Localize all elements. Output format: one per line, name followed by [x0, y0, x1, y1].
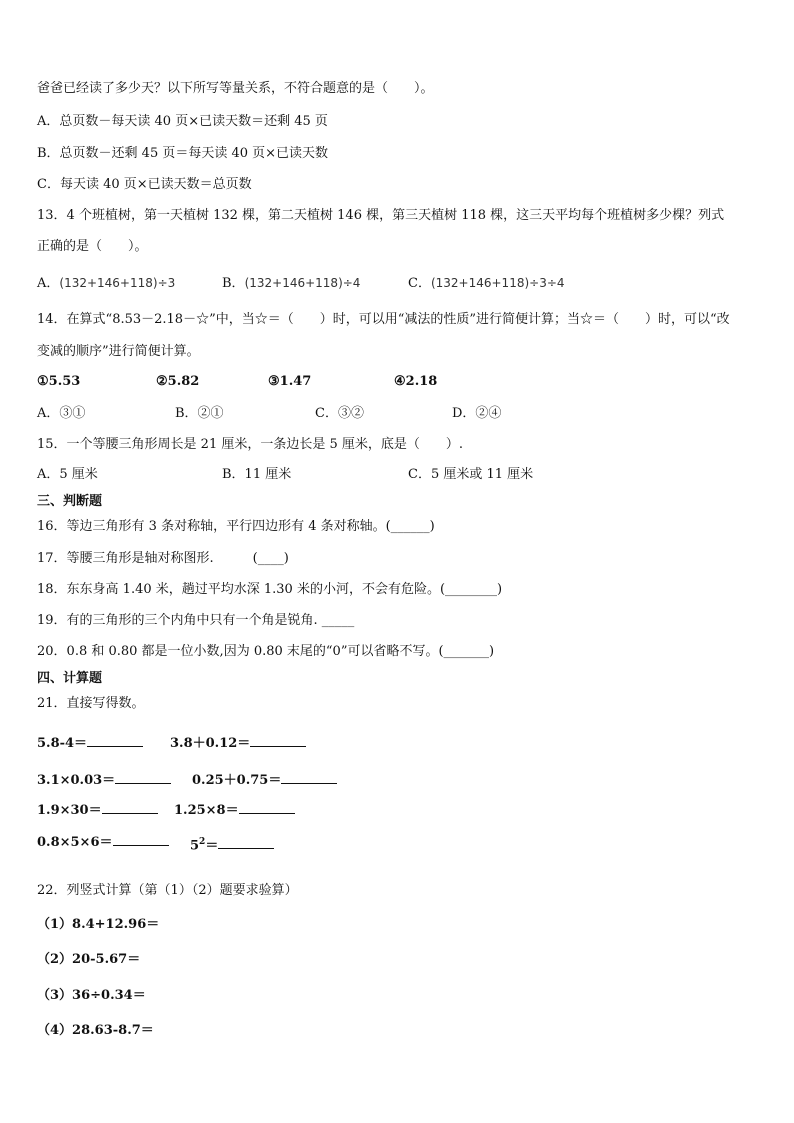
q21-item-3b-expr: 1.25×8＝: [174, 803, 239, 818]
q14-option-a: A．③①: [37, 406, 86, 421]
q21-item-1a: [37, 734, 143, 753]
answer-blank: [102, 801, 158, 814]
q13-option-b-expr: (132+146+118)÷4: [244, 276, 361, 290]
q21-item-3a-expr: 1.9×30＝: [37, 803, 102, 818]
q13-option-a-label: A．: [37, 276, 60, 291]
q12-option-b: B．总页数－还剩 45 页＝每天读 40 页×已读天数: [37, 146, 329, 161]
q21-item-1b: [170, 734, 306, 753]
q21-item-1a-expr: 5.8-4＝: [37, 736, 88, 751]
q15-option-a: A．5 厘米: [37, 467, 98, 482]
q14-option-b: B．②①: [175, 406, 224, 421]
q13-stem-line1: 13．4 个班植树，第一天植树 132 棵，第二天植树 146 棵，第三天植树 118 棵，这三天平均每个班植树多少棵？列式: [37, 208, 725, 223]
answer-blank: [87, 734, 143, 747]
q21-item-2a: [37, 771, 171, 790]
q21-item-2b-expr: 0.25＋0.75＝: [192, 773, 282, 788]
q21-item-4a: [37, 833, 169, 852]
q14-choice-4: ④2.18: [394, 374, 438, 389]
q18-statement: 18．东东身高 1.40 米，趟过平均水深 1.30 米的小河，不会有危险。(________): [37, 582, 503, 597]
q14-option-c: C．③②: [315, 406, 364, 421]
q21-item-3b: [174, 801, 295, 820]
answer-blank: [281, 771, 337, 784]
q19-statement: 19．有的三角形的三个内角中只有一个角是锐角. _____: [37, 613, 355, 628]
q21-item-4b-eq: ＝: [205, 838, 219, 854]
q12-option-a: A．总页数－每天读 40 页×已读天数＝还剩 45 页: [37, 114, 328, 129]
q13-option-b-label: B．: [222, 276, 245, 291]
answer-blank: [115, 771, 171, 784]
q21-item-4b-base: 5: [190, 838, 200, 854]
q14-stem-line2: 变减的顺序”进行简便计算。: [37, 344, 200, 359]
q16-statement: 16．等边三角形有 3 条对称轴，平行四边形有 4 条对称轴。(______): [37, 519, 435, 534]
answer-blank: [218, 836, 274, 849]
q12-stem: 爸爸已经读了多少天？以下所写等量关系，不符合题意的是（ ）。: [37, 81, 434, 96]
q21-item-1b-expr: 3.8＋0.12＝: [170, 736, 251, 751]
q21-item-2a-expr: 3.1×0.03＝: [37, 773, 116, 788]
q13-stem-line2: 正确的是（ ）。: [37, 239, 148, 254]
section-heading-judgement: 三、判断题: [37, 494, 103, 509]
q13-option-a: [37, 274, 175, 293]
q13-option-b: [222, 274, 360, 293]
q14-stem-line1: 14．在算式“8.53－2.18－☆”中，当☆＝（ ）时，可以用“减法的性质”进行简便计算；当☆＝（ ）时，可以“改: [37, 312, 730, 327]
q22-part-2: （2）20-5.67＝: [37, 952, 141, 967]
q22-part-3: （3）36÷0.34＝: [37, 988, 146, 1003]
q22-stem: 22．列竖式计算（第（1）（2）题要求验算）: [37, 883, 298, 898]
q21-item-2b: [192, 771, 337, 790]
q14-choice-2: ②5.82: [156, 374, 200, 389]
q13-option-c: [408, 274, 565, 293]
q21-item-4b-exponent: 2: [199, 837, 206, 847]
q22-part-1: （1）8.4+12.96＝: [37, 917, 160, 932]
section-heading-calculation: 四、计算题: [37, 671, 103, 686]
q21-item-3a: [37, 801, 158, 820]
q15-stem: 15．一个等腰三角形周长是 21 厘米，一条边长是 5 厘米，底是（ ）.: [37, 437, 464, 452]
q22-part-4: （4）28.63-8.7＝: [37, 1023, 154, 1038]
q20-statement: 20．0.8 和 0.80 都是一位小数,因为 0.80 末尾的“0”可以省略不写。(_______): [37, 644, 495, 659]
q13-option-c-label: C．: [408, 276, 431, 291]
answer-blank: [250, 734, 306, 747]
q14-choice-3: ③1.47: [268, 374, 312, 389]
answer-blank: [113, 833, 169, 846]
q21-stem: 21．直接写得数。: [37, 696, 145, 711]
q21-item-4b: [190, 833, 274, 855]
q13-option-c-expr: (132+146+118)÷3÷4: [430, 276, 565, 290]
q12-option-c: C．每天读 40 页×已读天数＝总页数: [37, 177, 252, 192]
q13-option-a-expr: (132+146+118)÷3: [59, 276, 176, 290]
q14-option-d: D．②④: [452, 406, 502, 421]
q15-option-b: B．11 厘米: [222, 467, 292, 482]
q17-statement: 17．等腰三角形是轴对称图形. (____): [37, 551, 289, 566]
answer-blank: [239, 801, 295, 814]
q21-item-4a-expr: 0.8×5×6＝: [37, 835, 113, 850]
q15-option-c: C．5 厘米或 11 厘米: [408, 467, 534, 482]
q14-choice-1: ①5.53: [37, 374, 81, 389]
